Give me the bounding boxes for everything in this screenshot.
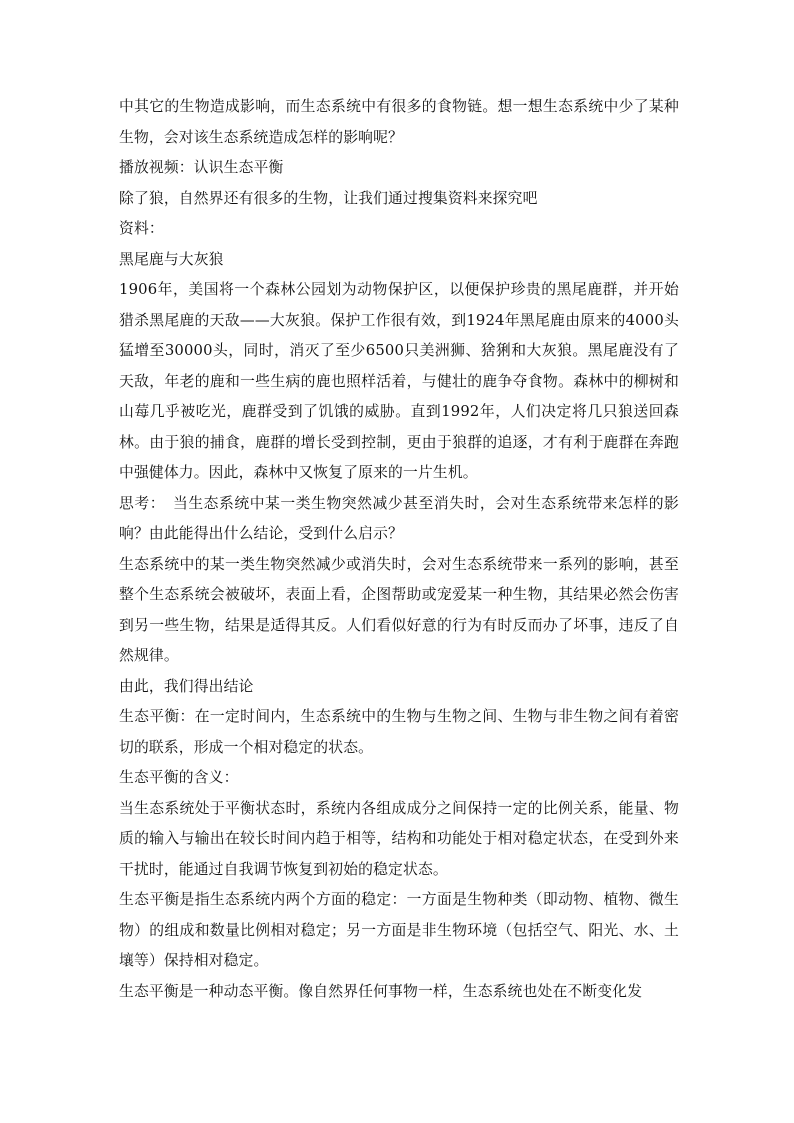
paragraph-meaning-heading: 生态平衡的含义： [119, 769, 239, 786]
paragraph-conclusion-intro: 由此，我们得出结论 [119, 677, 254, 695]
paragraph-story-body: 1906年，美国将一个森林公园划为动物保护区，以便保护珍贵的黑尾鹿群，并开始猎杀黑尾鹿的天敌——大灰狼。保护工作很有效，到1924年黑尾鹿由原来的4000头猛增至30000头，同时，消灭了至少6500只美洲狮、猞猁和大灰狼。黑尾鹿没有了天敌，年老的鹿和一些生病的鹿也照样活着，与健壮的鹿争夺食物。森林中的柳树和山莓几乎被吃光，鹿群受到了饥饿的威胁。直到1992年，人们决定将几只狼送回森林。由于狼的捕食，鹿群的增长受到控制，更由于狼群的追逐，才有利于鹿群在奔跑中强健体力。因此，森林中又恢复了原来的一片生机。 [119, 281, 679, 481]
paragraph-explore-intro: 除了狼，自然界还有很多的生物，让我们通过搜集资料来探究吧 [119, 189, 538, 207]
paragraph-definition: 生态平衡：在一定时间内，生态系统中的生物与生物之间、生物与非生物之间有着密切的联系，形成一个相对稳定的状态。 [119, 708, 679, 756]
paragraph-materials-label: 资料： [119, 220, 164, 237]
paragraph-two-aspects: 生态平衡是指生态系统内两个方面的稳定：一方面是生物种类（即动物、植物、微生物）的组成和数量比例相对稳定；另一方面是非生物环境（包括空气、阳光、水、土壤等）保持相对稳定。 [119, 891, 679, 969]
paragraph-thinking-question: 思考： 当生态系统中某一类生物突然减少甚至消失时，会对生态系统带来怎样的影响？由此能得出什么结论，受到什么启示？ [119, 494, 679, 542]
document-body [119, 92, 679, 1007]
paragraph-dynamic-balance: 生态平衡是一种动态平衡。像自然界任何事物一样，生态系统也处在不断变化发 [119, 982, 643, 1000]
paragraph-video-title: 播放视频：认识生态平衡 [119, 159, 284, 176]
paragraph-meaning-body: 当生态系统处于平衡状态时，系统内各组成成分之间保持一定的比例关系，能量、物质的输入与输出在较长时间内趋于相等，结构和功能处于相对稳定状态，在受到外来干扰时，能通过自我调节恢复到初始的稳定状态。 [119, 799, 679, 878]
paragraph-food-chain-question: 中其它的生物造成影响，而生态系统中有很多的食物链。想一想生态系统中少了某种生物，会对该生态系统造成怎样的影响呢？ [119, 98, 679, 146]
paragraph-thinking-answer: 生态系统中的某一类生物突然减少或消失时，会对生态系统带来一系列的影响，甚至整个生态系统会被破坏，表面上看，企图帮助或宠爱某一种生物，其结果必然会伤害到另一些生物，结果是适得其反。人们看似好意的行为有时反而办了坏事，违反了自然规律。 [119, 555, 679, 664]
paragraph-story-title: 黑尾鹿与大灰狼 [119, 250, 224, 268]
